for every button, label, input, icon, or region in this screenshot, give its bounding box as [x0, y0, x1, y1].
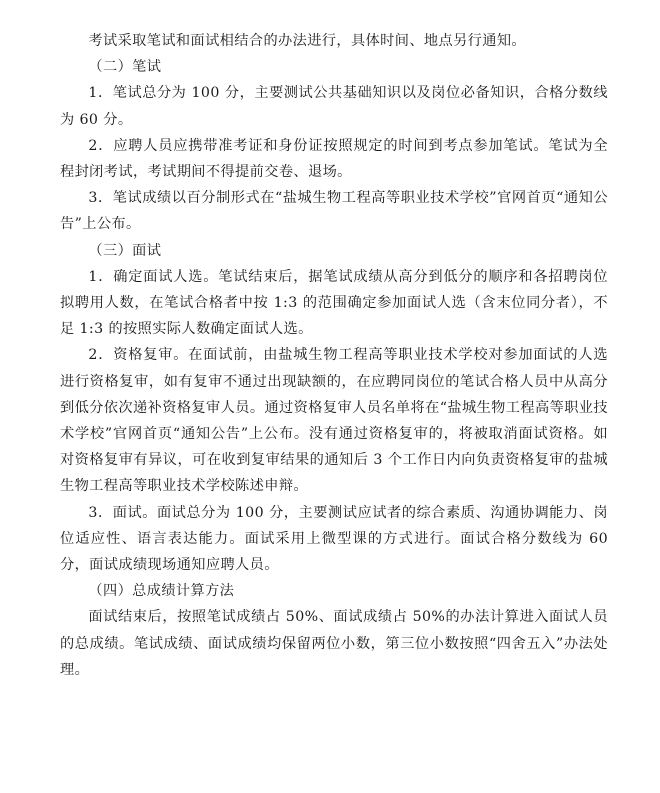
document-page: [60, 28, 608, 683]
section-heading-total-score: （四）总成绩计算方法: [88, 583, 235, 600]
paragraph-written-results: 3．笔试成绩以百分制形式在“盐城生物工程高等职业技术学校”官网首页“通知公告”上公布。: [60, 190, 608, 233]
paragraph-interview-format: 3．面试。面试总分为 100 分，主要测试应试者的综合素质、沟通协调能力、岗位适应性、语言表达能力。面试采用上微型课的方式进行。面试合格分数线为 60 分，面试成绩现场通知应聘人员。: [60, 504, 608, 574]
section-heading-interview: （三）面试: [88, 242, 162, 259]
paragraph-written-rules: 2．应聘人员应携带准考证和身份证按照规定的时间到考点参加笔试。笔试为全程封闭考试，考试期间不得提前交卷、退场。: [60, 137, 608, 181]
section-heading-written-exam: （二）笔试: [88, 59, 162, 76]
paragraph-exam-method: 考试采取笔试和面试相结合的办法进行，具体时间、地点另行通知。: [88, 33, 527, 49]
paragraph-total-score-method: 面试结束后，按照笔试成绩占 50%、面试成绩占 50%的办法计算进入面试人员的总成绩。笔试成绩、面试成绩均保留两位小数，第三位小数按照“四舍五入”办法处理。: [60, 609, 608, 678]
paragraph-interview-selection: 1．确定面试人选。笔试结束后，据笔试成绩从高分到低分的顺序和各招聘岗位拟聘用人数，在笔试合格者中按 1:3 的范围确定参加面试人选（含末位同分者），不足 1:3 的按照实际人数确定面试人选。: [60, 268, 608, 338]
paragraph-qualification-review: 2．资格复审。在面试前，由盐城生物工程高等职业技术学校对参加面试的人选进行资格复审，如有复审不通过出现缺额的，在应聘同岗位的笔试合格人员中从高分到低分依次递补资格复审人员。通过资格复审人员名单将在“盐城生物工程高等职业技术学校”官网首页“通知公告”上公布。没有通过资格复审的，将被取消面试资格。如对资格复审有异议，可在收到复审结果的通知后 3 个工作日内向负责资格复审的盐城生物工程高等职业技术学校陈述申辩。: [60, 347, 608, 495]
paragraph-written-score: 1．笔试总分为 100 分，主要测试公共基础知识以及岗位必备知识，合格分数线为 60 分。: [60, 85, 608, 128]
